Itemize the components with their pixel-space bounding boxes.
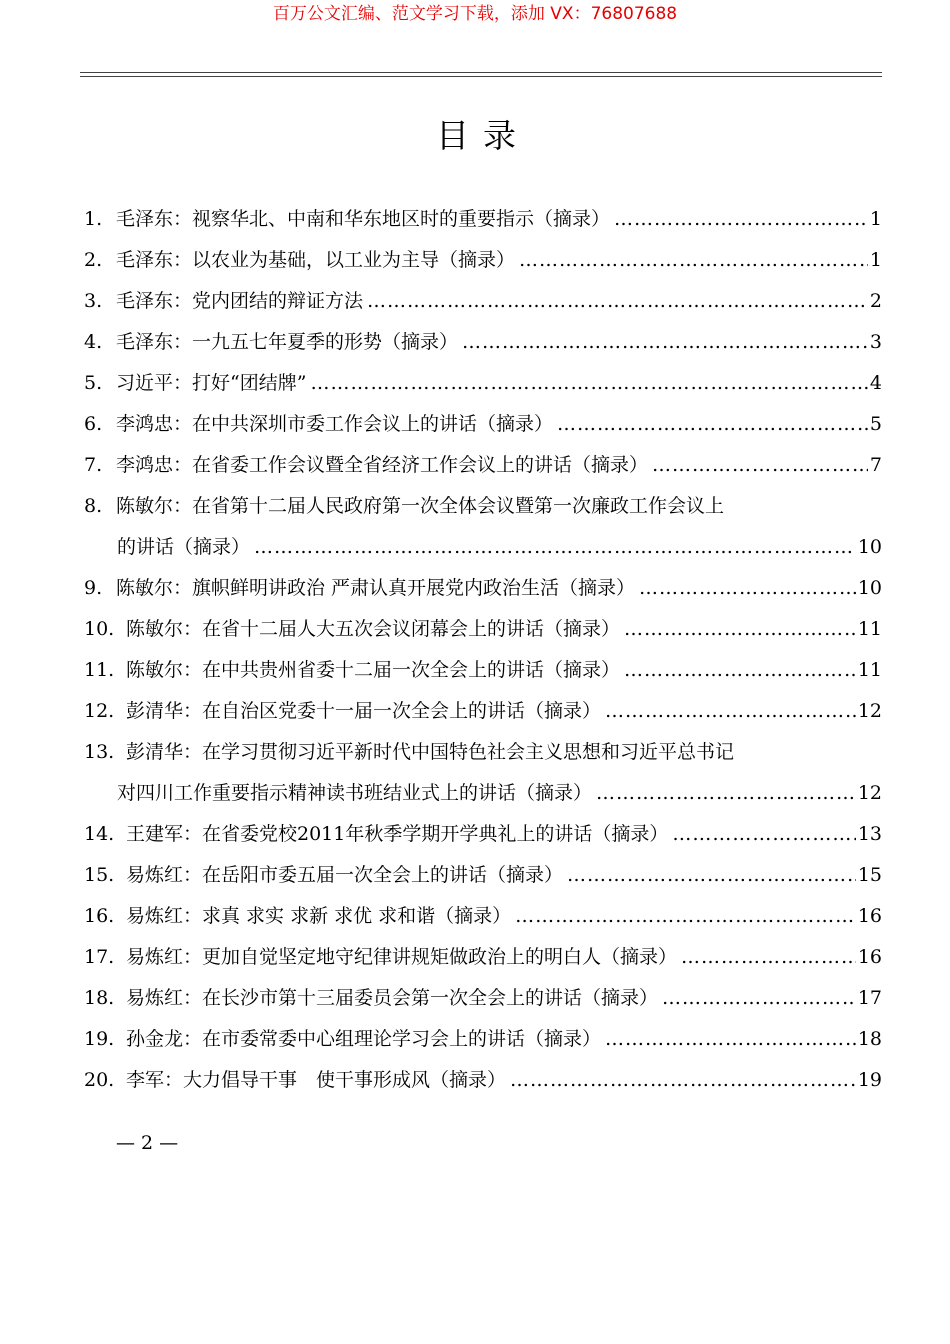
toc-entry[interactable] xyxy=(84,942,882,972)
toc-entry[interactable] xyxy=(84,901,882,931)
toc-entry-page: 1 xyxy=(869,208,882,230)
toc-entry-text xyxy=(84,204,610,234)
toc-entry-text xyxy=(84,942,677,972)
toc-entry-page: 10 xyxy=(857,536,882,558)
toc-entry-page: 3 xyxy=(869,331,882,353)
toc-entry-title: 王建军：在省委党校2011年秋季学期开学典礼上的讲话（摘录） xyxy=(126,823,669,845)
toc-entry-number: 20. xyxy=(84,1069,115,1091)
toc-entry-page: 15 xyxy=(857,864,882,886)
toc-entry[interactable] xyxy=(84,491,882,521)
toc-leader-dots xyxy=(605,696,856,726)
toc-entry-title: 李鸿忠：在省委工作会议暨全省经济工作会议上的讲话（摘录） xyxy=(116,454,649,476)
toc-entry-title: 毛泽东：视察华北、中南和华东地区时的重要指示（摘录） xyxy=(116,208,611,230)
toc-entry[interactable] xyxy=(84,573,882,603)
toc-entry-number: 2. xyxy=(84,249,103,271)
toc-entry-text xyxy=(84,614,620,644)
toc-entry-number: 13. xyxy=(84,741,115,763)
toc-entry-number: 11. xyxy=(84,659,115,681)
toc-entry-page: 16 xyxy=(857,946,882,968)
toc-leader-dots xyxy=(624,614,856,644)
toc-leader-dots xyxy=(614,204,868,234)
toc-entry-number: 15. xyxy=(84,864,115,886)
toc-entry[interactable] xyxy=(84,327,882,357)
toc-entry-text xyxy=(84,696,601,726)
toc-entry-text xyxy=(84,491,724,521)
toc-leader-dots xyxy=(510,1065,856,1095)
toc-leader-dots xyxy=(519,245,868,275)
toc-entry-number: 6. xyxy=(84,413,103,435)
header-rule-bottom xyxy=(80,76,882,77)
toc-entry-page: 11 xyxy=(857,618,882,640)
toc-leader-dots xyxy=(662,983,856,1013)
toc-entry[interactable] xyxy=(84,1065,882,1095)
toc-entry-text xyxy=(84,409,553,439)
toc-leader-dots xyxy=(639,573,856,603)
toc-entry-number: 8. xyxy=(84,495,103,517)
toc-entry-continuation[interactable] xyxy=(117,532,882,562)
toc-entry-number: 10. xyxy=(84,618,115,640)
toc-entry[interactable] xyxy=(84,286,882,316)
toc-entry[interactable] xyxy=(84,737,882,767)
toc-leader-dots xyxy=(310,368,867,398)
toc-entry-text xyxy=(84,655,620,685)
header-banner: 百万公文汇编、范文学习下载，添加 VX：76807688 xyxy=(272,4,678,24)
toc-entry-text xyxy=(84,901,511,931)
toc-entry-continuation[interactable] xyxy=(117,778,882,808)
toc-entry-title: 陈敏尔：在省十二届人大五次会议闭幕会上的讲话（摘录） xyxy=(126,618,621,640)
toc-entry-page: 13 xyxy=(857,823,882,845)
toc-entry-title: 李鸿忠：在中共深圳市委工作会议上的讲话（摘录） xyxy=(116,413,554,435)
toc-entry-number: 19. xyxy=(84,1028,115,1050)
toc-leader-dots xyxy=(596,778,856,808)
toc-entry-number: 3. xyxy=(84,290,103,312)
toc-entry-page: 12 xyxy=(857,782,882,804)
toc-entry-title: 陈敏尔：在省第十二届人民政府第一次全体会议暨第一次廉政工作会议上 xyxy=(116,495,725,517)
toc-entry-title: 陈敏尔：旗帜鲜明讲政治 严肃认真开展党内政治生活（摘录） xyxy=(116,577,636,599)
toc-entry-page: 5 xyxy=(869,413,882,435)
toc-entry-title: 孙金龙：在市委常委中心组理论学习会上的讲话（摘录） xyxy=(126,1028,602,1050)
toc-entry[interactable] xyxy=(84,450,882,480)
toc-entry-title: 李军：大力倡导干事 使干事形成风（摘录） xyxy=(126,1069,507,1091)
toc-entry-page: 7 xyxy=(869,454,882,476)
toc-entry-number: 14. xyxy=(84,823,115,845)
toc-entry-text xyxy=(84,368,306,398)
toc-leader-dots xyxy=(557,409,868,439)
toc-entry-number: 5. xyxy=(84,372,103,394)
toc-entry-page: 10 xyxy=(857,577,882,599)
toc-entry-title: 易炼红：求真 求实 求新 求优 求和谐（摘录） xyxy=(126,905,512,927)
toc-entry-title: 毛泽东：党内团结的辩证方法 xyxy=(116,290,364,312)
toc-entry[interactable] xyxy=(84,409,882,439)
toc-entry-number: 9. xyxy=(84,577,103,599)
toc-entry-page: 17 xyxy=(857,987,882,1009)
toc-leader-dots xyxy=(672,819,855,849)
toc-entry-page: 19 xyxy=(857,1069,882,1091)
toc-entry[interactable] xyxy=(84,860,882,890)
toc-entry-page: 12 xyxy=(857,700,882,722)
toc-entry-text xyxy=(84,737,734,767)
toc-entry-title: 易炼红：更加自觉坚定地守纪律讲规矩做政治上的明白人（摘录） xyxy=(126,946,678,968)
toc-entry-title: 习近平：打好“团结牌” xyxy=(116,372,307,394)
toc-entry-number: 18. xyxy=(84,987,115,1009)
toc-entry-title: 陈敏尔：在中共贵州省委十二届一次全会上的讲话（摘录） xyxy=(126,659,621,681)
toc-entry-number: 4. xyxy=(84,331,103,353)
header-rule-top xyxy=(80,72,882,73)
toc-entry-text xyxy=(84,819,668,849)
toc-entry-title: 毛泽东：以农业为基础，以工业为主导（摘录） xyxy=(116,249,516,271)
toc-entry-title: 易炼红：在长沙市第十三届委员会第一次全会上的讲话（摘录） xyxy=(126,987,659,1009)
toc-entry[interactable] xyxy=(84,368,882,398)
toc-entry-title: 毛泽东：一九五七年夏季的形势（摘录） xyxy=(116,331,459,353)
toc-entry-title: 易炼红：在岳阳市委五届一次全会上的讲话（摘录） xyxy=(126,864,564,886)
toc-entry-page: 11 xyxy=(857,659,882,681)
toc-leader-dots xyxy=(652,450,868,480)
toc-title: 目录 xyxy=(436,116,530,155)
toc-entry[interactable] xyxy=(84,655,882,685)
toc-entry-page: 2 xyxy=(869,290,882,312)
toc-leader-dots xyxy=(515,901,856,931)
toc-entry-number: 17. xyxy=(84,946,115,968)
toc-entry-text xyxy=(84,1024,601,1054)
toc-entry-text xyxy=(84,286,363,316)
toc-entry-number: 1. xyxy=(84,208,103,230)
toc-entry-page: 18 xyxy=(857,1028,882,1050)
toc-leader-dots xyxy=(681,942,856,972)
toc-entry-text xyxy=(84,450,648,480)
toc-leader-dots xyxy=(567,860,856,890)
toc-entry[interactable] xyxy=(84,819,882,849)
toc-entry-number: 7. xyxy=(84,454,103,476)
toc-leader-dots xyxy=(605,1024,856,1054)
toc-entry-page: 1 xyxy=(869,249,882,271)
toc-entry-title-cont: 的讲话（摘录） xyxy=(117,536,251,558)
toc-entry[interactable] xyxy=(84,614,882,644)
toc-entry-title-cont: 对四川工作重要指示精神读书班结业式上的讲话（摘录） xyxy=(117,782,593,804)
toc-leader-dots xyxy=(254,532,856,562)
toc-leader-dots xyxy=(462,327,868,357)
toc-entry[interactable] xyxy=(84,204,882,234)
toc-entry[interactable] xyxy=(84,983,882,1013)
toc-entry-text xyxy=(84,860,563,890)
toc-entry-text xyxy=(84,245,515,275)
toc-entry-number: 16. xyxy=(84,905,115,927)
toc-entry-title: 彭清华：在学习贯彻习近平新时代中国特色社会主义思想和习近平总书记 xyxy=(126,741,735,763)
toc-entry-page: 4 xyxy=(869,372,882,394)
toc-entry[interactable] xyxy=(84,696,882,726)
toc-entry[interactable] xyxy=(84,245,882,275)
toc-entry-text xyxy=(84,327,458,357)
toc-leader-dots xyxy=(624,655,856,685)
toc-entry-number: 12. xyxy=(84,700,115,722)
toc-entry-title: 彭清华：在自治区党委十一届一次全会上的讲话（摘录） xyxy=(126,700,602,722)
toc-entry-text xyxy=(84,983,658,1013)
toc-entry-page: 16 xyxy=(857,905,882,927)
toc-entry-text xyxy=(84,1065,506,1095)
toc-entry[interactable] xyxy=(84,1024,882,1054)
toc-leader-dots xyxy=(367,286,868,316)
toc-entry-text xyxy=(84,573,635,603)
footer-page-number: — 2 — xyxy=(116,1132,179,1154)
